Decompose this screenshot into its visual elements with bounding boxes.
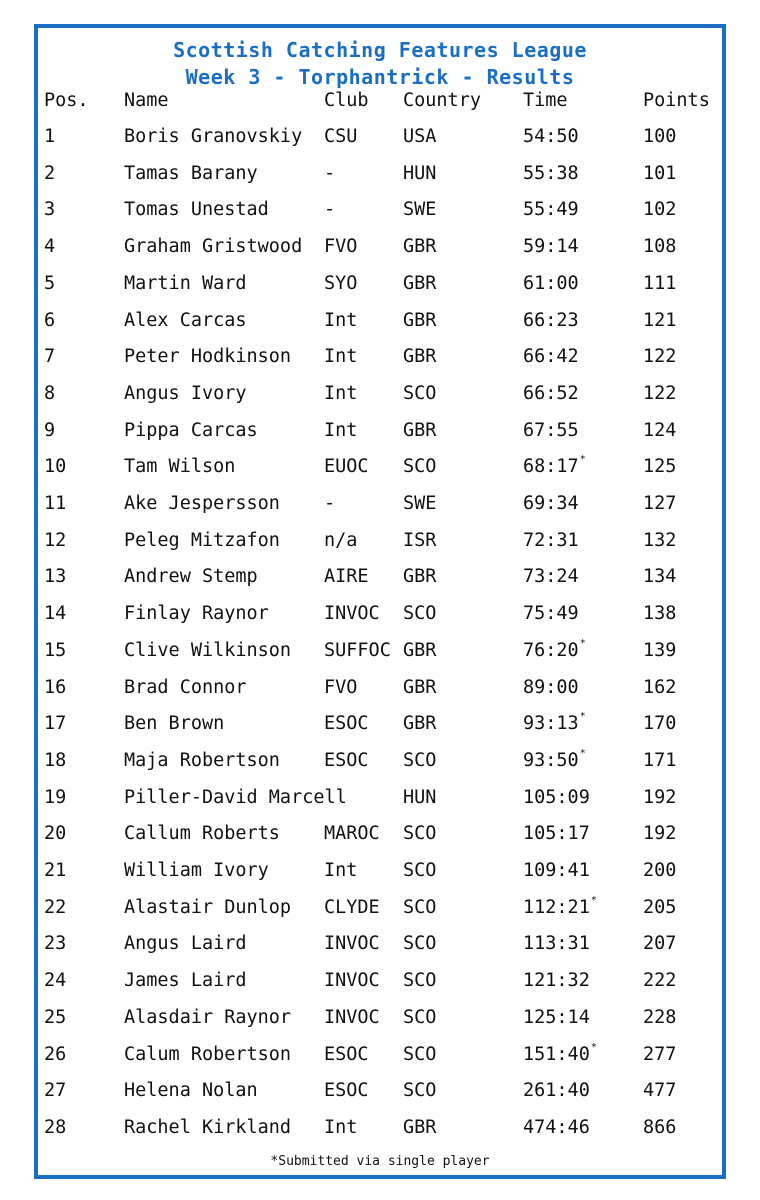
cell-time-wrap bbox=[523, 603, 580, 624]
cell-points: 162 bbox=[643, 676, 677, 698]
cell-country: SCO bbox=[403, 1043, 437, 1065]
table-row bbox=[38, 420, 722, 450]
cell-time: 68:17 bbox=[523, 456, 579, 478]
cell-club: INVOC bbox=[324, 970, 380, 992]
cell-time: 59:14 bbox=[523, 236, 579, 258]
table-row bbox=[38, 310, 722, 340]
cell-time: 66:42 bbox=[523, 346, 579, 368]
cell-club: ESOC bbox=[324, 749, 369, 771]
cell-name: Andrew Stemp bbox=[124, 566, 258, 588]
cell-time: 125:14 bbox=[523, 1006, 590, 1028]
cell-name: Maja Robertson bbox=[124, 749, 280, 771]
cell-club: n/a bbox=[324, 529, 358, 551]
cell-country: GBR bbox=[403, 346, 437, 368]
cell-pos: 25 bbox=[44, 1006, 67, 1028]
cell-time-wrap bbox=[523, 933, 591, 954]
cell-name: Alex Carcas bbox=[124, 309, 247, 331]
table-row bbox=[38, 713, 722, 743]
table-row bbox=[38, 823, 722, 853]
cell-points: 125 bbox=[643, 456, 677, 478]
cell-name: Boris Granovskiy bbox=[124, 126, 303, 147]
cell-time: 109:41 bbox=[523, 860, 590, 881]
cell-points: 127 bbox=[643, 493, 677, 514]
cell-club: - bbox=[324, 162, 336, 184]
cell-pos: 18 bbox=[44, 749, 67, 771]
table-row bbox=[38, 970, 722, 1000]
cell-time-wrap bbox=[523, 637, 586, 661]
cell-club: INVOC bbox=[324, 1006, 380, 1028]
footnote: *Submitted via single player bbox=[270, 1154, 490, 1169]
cell-points: 222 bbox=[643, 970, 677, 992]
cell-time-wrap bbox=[523, 530, 580, 551]
cell-points: 192 bbox=[643, 823, 677, 845]
cell-time: 66:23 bbox=[523, 309, 579, 331]
cell-club: SYO bbox=[324, 272, 358, 294]
cell-club: FVO bbox=[324, 676, 358, 698]
single-player-mark: * bbox=[579, 454, 586, 466]
header-country: Country bbox=[403, 90, 481, 111]
cell-pos: 13 bbox=[44, 566, 67, 588]
table-row bbox=[38, 126, 722, 156]
cell-country: GBR bbox=[403, 309, 437, 331]
cell-time-wrap bbox=[523, 677, 580, 698]
table-row bbox=[38, 163, 722, 193]
cell-country: SCO bbox=[403, 933, 437, 955]
header-points: Points bbox=[643, 90, 710, 111]
table-row bbox=[38, 530, 722, 560]
cell-club: Int bbox=[324, 860, 358, 881]
cell-pos: 28 bbox=[44, 1116, 67, 1138]
cell-points: 121 bbox=[643, 309, 677, 331]
cell-pos: 3 bbox=[44, 199, 56, 221]
table-row bbox=[38, 637, 722, 670]
cell-time: 474:46 bbox=[523, 1116, 590, 1138]
cell-time-wrap bbox=[523, 713, 586, 734]
cell-points: 132 bbox=[643, 529, 677, 551]
cell-country: SCO bbox=[403, 970, 437, 992]
cell-name: William Ivory bbox=[124, 860, 269, 881]
cell-country: SCO bbox=[403, 456, 437, 478]
cell-points: 111 bbox=[643, 272, 677, 294]
cell-pos: 1 bbox=[44, 126, 56, 147]
cell-club: Int bbox=[324, 1116, 358, 1138]
cell-country: GBR bbox=[403, 713, 437, 735]
cell-pos: 21 bbox=[44, 860, 67, 881]
cell-club: SUFFOC bbox=[324, 639, 391, 661]
cell-time: 72:31 bbox=[523, 529, 579, 551]
cell-name: Alastair Dunlop bbox=[124, 896, 292, 918]
cell-pos: 2 bbox=[44, 162, 56, 184]
cell-points: 866 bbox=[643, 1116, 677, 1138]
cell-time-wrap bbox=[523, 493, 580, 514]
table-row bbox=[38, 787, 722, 817]
header-pos: Pos. bbox=[44, 90, 89, 111]
cell-name: Peter Hodkinson bbox=[124, 346, 292, 368]
cell-time: 66:52 bbox=[523, 382, 579, 404]
cell-country: SWE bbox=[403, 199, 437, 221]
cell-club: INVOC bbox=[324, 603, 380, 625]
cell-pos: 11 bbox=[44, 493, 67, 514]
cell-points: 200 bbox=[643, 860, 677, 881]
cell-time: 61:00 bbox=[523, 272, 579, 294]
cell-country: SCO bbox=[403, 1006, 437, 1028]
cell-name: Clive Wilkinson bbox=[124, 639, 292, 661]
cell-country: GBR bbox=[403, 566, 437, 588]
cell-time-wrap bbox=[523, 1080, 591, 1101]
cell-pos: 15 bbox=[44, 639, 67, 661]
cell-club: Int bbox=[324, 309, 358, 331]
cell-country: GBR bbox=[403, 272, 437, 294]
cell-points: 101 bbox=[643, 162, 677, 184]
cell-country: GBR bbox=[403, 419, 437, 441]
cell-time: 76:20 bbox=[523, 639, 579, 661]
cell-club: EUOC bbox=[324, 456, 369, 478]
table-row bbox=[38, 383, 722, 413]
cell-pos: 19 bbox=[44, 786, 67, 808]
table-row bbox=[38, 493, 722, 523]
cell-time-wrap bbox=[523, 787, 591, 808]
cell-time-wrap bbox=[523, 346, 580, 367]
cell-pos: 12 bbox=[44, 529, 67, 551]
cell-club: CLYDE bbox=[324, 896, 380, 918]
cell-country: SCO bbox=[403, 749, 437, 771]
cell-time: 151:40 bbox=[523, 1043, 590, 1065]
cell-pos: 17 bbox=[44, 713, 67, 735]
cell-country: HUN bbox=[403, 786, 437, 808]
cell-time-wrap bbox=[523, 1007, 591, 1028]
cell-name: Callum Roberts bbox=[124, 823, 280, 845]
cell-time-wrap bbox=[523, 273, 580, 294]
cell-time: 89:00 bbox=[523, 676, 579, 698]
cell-name: Rachel Kirkland bbox=[124, 1116, 292, 1138]
cell-points: 228 bbox=[643, 1006, 677, 1028]
cell-time-wrap bbox=[523, 860, 591, 881]
cell-name: Peleg Mitzafon bbox=[124, 529, 280, 551]
cell-time: 75:49 bbox=[523, 603, 579, 625]
cell-points: 205 bbox=[643, 896, 677, 918]
cell-name: Martin Ward bbox=[124, 272, 247, 294]
table-row bbox=[38, 1080, 722, 1110]
table-row bbox=[38, 677, 722, 707]
table-row bbox=[38, 1041, 722, 1074]
cell-points: 170 bbox=[643, 713, 677, 735]
cell-time: 69:34 bbox=[523, 493, 579, 514]
cell-pos: 4 bbox=[44, 236, 56, 258]
cell-club: - bbox=[324, 199, 336, 221]
cell-name: James Laird bbox=[124, 970, 247, 992]
cell-time-wrap bbox=[523, 199, 580, 220]
cell-points: 134 bbox=[643, 566, 677, 588]
cell-club: Int bbox=[324, 382, 358, 404]
cell-club: INVOC bbox=[324, 933, 380, 955]
cell-points: 477 bbox=[643, 1080, 677, 1102]
table-row bbox=[38, 236, 722, 266]
cell-points: 108 bbox=[643, 236, 677, 258]
single-player-mark: * bbox=[590, 894, 597, 906]
cell-name: Calum Robertson bbox=[124, 1043, 292, 1065]
cell-time: 93:50 bbox=[523, 749, 579, 771]
cell-time: 67:55 bbox=[523, 419, 579, 441]
cell-points: 138 bbox=[643, 603, 677, 625]
single-player-mark: * bbox=[579, 711, 586, 723]
cell-time: 121:32 bbox=[523, 970, 590, 992]
cell-club: - bbox=[324, 493, 336, 514]
table-row bbox=[38, 860, 722, 890]
cell-points: 102 bbox=[643, 199, 677, 221]
cell-pos: 24 bbox=[44, 970, 67, 992]
cell-name: Brad Connor bbox=[124, 676, 247, 698]
cell-time-wrap bbox=[523, 383, 580, 404]
cell-country: GBR bbox=[403, 1116, 437, 1138]
cell-time-wrap bbox=[523, 1041, 597, 1065]
table-row bbox=[38, 747, 722, 780]
cell-pos: 20 bbox=[44, 823, 67, 845]
cell-country: SCO bbox=[403, 382, 437, 404]
single-player-mark: * bbox=[579, 637, 586, 649]
cell-pos: 6 bbox=[44, 309, 56, 331]
cell-country: GBR bbox=[403, 676, 437, 698]
cell-time-wrap bbox=[523, 163, 580, 184]
cell-time-wrap bbox=[523, 420, 580, 441]
cell-name: Graham Gristwood bbox=[124, 236, 303, 258]
cell-time: 105:17 bbox=[523, 823, 590, 845]
cell-name: Tam Wilson bbox=[124, 456, 236, 478]
cell-name: Ake Jespersson bbox=[124, 493, 280, 514]
table-row bbox=[38, 199, 722, 229]
cell-club: ESOC bbox=[324, 713, 369, 735]
cell-name: Ben Brown bbox=[124, 713, 225, 735]
table-row bbox=[38, 933, 722, 963]
cell-time-wrap bbox=[523, 747, 586, 771]
cell-club: Int bbox=[324, 346, 358, 368]
cell-country: SWE bbox=[403, 493, 437, 514]
cell-club: MAROC bbox=[324, 823, 380, 845]
cell-club: AIRE bbox=[324, 566, 369, 588]
cell-club: FVO bbox=[324, 236, 358, 258]
cell-time: 73:24 bbox=[523, 566, 579, 588]
cell-time-wrap bbox=[523, 126, 580, 147]
cell-club: ESOC bbox=[324, 1080, 369, 1102]
cell-country: ISR bbox=[403, 529, 437, 551]
cell-points: 192 bbox=[643, 786, 677, 808]
cell-time: 113:31 bbox=[523, 933, 590, 955]
cell-pos: 9 bbox=[44, 419, 56, 441]
cell-club: ESOC bbox=[324, 1043, 369, 1065]
cell-pos: 22 bbox=[44, 896, 67, 918]
cell-country: USA bbox=[403, 126, 437, 147]
page-subtitle: Week 3 - Torphantrick - Results bbox=[185, 65, 575, 89]
cell-club: Int bbox=[324, 419, 358, 441]
cell-points: 139 bbox=[643, 639, 677, 661]
table-row bbox=[38, 1007, 722, 1037]
cell-time-wrap bbox=[523, 894, 597, 918]
cell-country: GBR bbox=[403, 236, 437, 258]
cell-time-wrap bbox=[523, 1117, 591, 1138]
table-header bbox=[38, 90, 722, 120]
cell-points: 124 bbox=[643, 419, 677, 441]
cell-points: 100 bbox=[643, 126, 677, 147]
table-row bbox=[38, 603, 722, 633]
cell-pos: 26 bbox=[44, 1043, 67, 1065]
cell-time: 93:13 bbox=[523, 713, 579, 735]
cell-country: SCO bbox=[403, 896, 437, 918]
single-player-mark: * bbox=[579, 747, 586, 759]
header-time: Time bbox=[523, 90, 568, 111]
cell-country: SCO bbox=[403, 603, 437, 625]
cell-country: SCO bbox=[403, 1080, 437, 1102]
cell-country: SCO bbox=[403, 823, 437, 845]
cell-pos: 10 bbox=[44, 456, 67, 478]
cell-pos: 16 bbox=[44, 676, 67, 698]
cell-pos: 7 bbox=[44, 346, 56, 368]
cell-name: Piller-David Marcell bbox=[124, 786, 347, 808]
cell-pos: 5 bbox=[44, 272, 56, 294]
header-name: Name bbox=[124, 90, 169, 111]
header-club: Club bbox=[324, 90, 369, 111]
page-title: Scottish Catching Features League bbox=[173, 38, 587, 62]
cell-points: 207 bbox=[643, 933, 677, 955]
cell-name: Helena Nolan bbox=[124, 1080, 258, 1102]
cell-time: 55:49 bbox=[523, 199, 579, 221]
cell-time-wrap bbox=[523, 310, 580, 331]
table-row bbox=[38, 894, 722, 927]
table-row bbox=[38, 1117, 722, 1147]
cell-name: Alasdair Raynor bbox=[124, 1006, 292, 1028]
cell-points: 277 bbox=[643, 1043, 677, 1065]
single-player-mark: * bbox=[590, 1041, 597, 1053]
cell-points: 171 bbox=[643, 749, 677, 771]
cell-time: 54:50 bbox=[523, 126, 579, 147]
cell-pos: 23 bbox=[44, 933, 67, 955]
cell-country: GBR bbox=[403, 639, 437, 661]
cell-time-wrap bbox=[523, 823, 591, 844]
cell-name: Angus Ivory bbox=[124, 382, 247, 404]
cell-time-wrap bbox=[523, 456, 586, 477]
cell-time: 105:09 bbox=[523, 786, 590, 808]
cell-time: 55:38 bbox=[523, 162, 579, 184]
cell-pos: 8 bbox=[44, 382, 56, 404]
cell-time: 112:21 bbox=[523, 896, 590, 918]
cell-time: 261:40 bbox=[523, 1080, 590, 1102]
cell-name: Tamas Barany bbox=[124, 162, 258, 184]
cell-name: Pippa Carcas bbox=[124, 419, 258, 441]
cell-name: Angus Laird bbox=[124, 933, 247, 955]
cell-time-wrap bbox=[523, 970, 591, 991]
cell-time-wrap bbox=[523, 236, 580, 257]
table-row bbox=[38, 346, 722, 376]
cell-club: CSU bbox=[324, 126, 358, 147]
cell-points: 122 bbox=[643, 346, 677, 368]
cell-country: HUN bbox=[403, 162, 437, 184]
cell-country: SCO bbox=[403, 860, 437, 881]
cell-pos: 27 bbox=[44, 1080, 67, 1102]
table-row bbox=[38, 273, 722, 303]
cell-name: Finlay Raynor bbox=[124, 603, 269, 625]
table-row bbox=[38, 566, 722, 596]
cell-pos: 14 bbox=[44, 603, 67, 625]
cell-time-wrap bbox=[523, 566, 580, 587]
cell-points: 122 bbox=[643, 382, 677, 404]
results-frame bbox=[34, 24, 726, 1179]
table-row bbox=[38, 456, 722, 486]
cell-name: Tomas Unestad bbox=[124, 199, 269, 221]
